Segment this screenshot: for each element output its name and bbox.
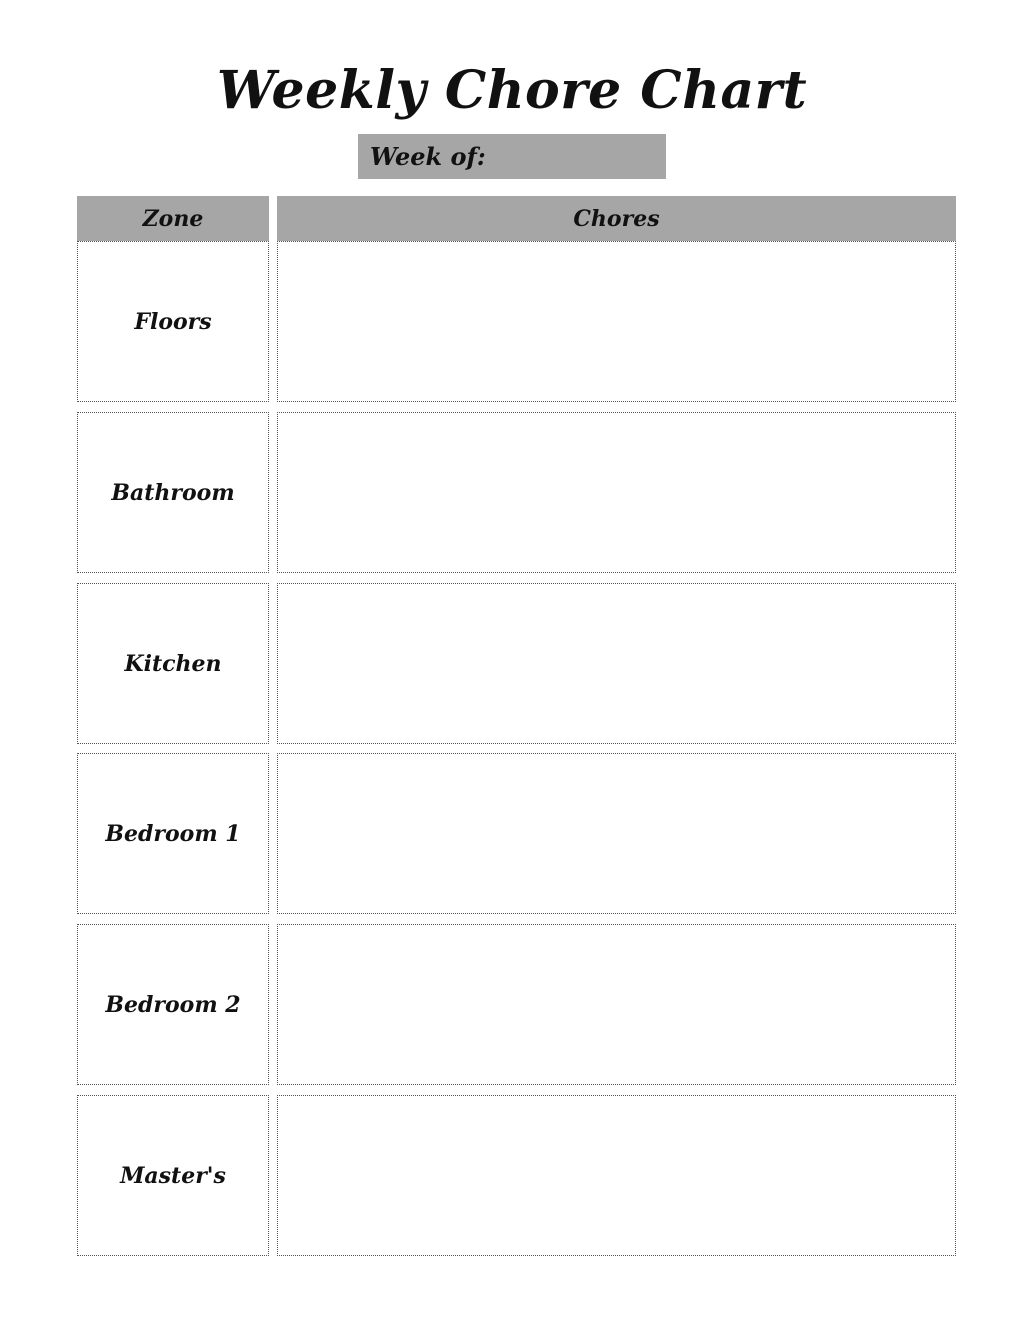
zone-cell-bedroom-2: Bedroom 2 bbox=[77, 924, 269, 1085]
zone-column-header: Zone bbox=[77, 196, 269, 241]
zone-cell-bathroom: Bathroom bbox=[77, 412, 269, 573]
zone-cell-kitchen: Kitchen bbox=[77, 583, 269, 744]
chores-cell-bathroom[interactable] bbox=[277, 412, 956, 573]
chores-cell-floors[interactable] bbox=[277, 241, 956, 402]
week-of-label: Week of: bbox=[370, 142, 486, 171]
chores-cell-masters[interactable] bbox=[277, 1095, 956, 1256]
page-title: Weekly Chore Chart bbox=[216, 60, 808, 121]
zone-cell-masters: Master's bbox=[77, 1095, 269, 1256]
chores-cell-kitchen[interactable] bbox=[277, 583, 956, 744]
chores-cell-bedroom-2[interactable] bbox=[277, 924, 956, 1085]
chores-column-header: Chores bbox=[277, 196, 956, 241]
chores-cell-bedroom-1[interactable] bbox=[277, 753, 956, 914]
zone-cell-bedroom-1: Bedroom 1 bbox=[77, 753, 269, 914]
week-of-field[interactable] bbox=[358, 134, 666, 179]
zone-cell-floors: Floors bbox=[77, 241, 269, 402]
